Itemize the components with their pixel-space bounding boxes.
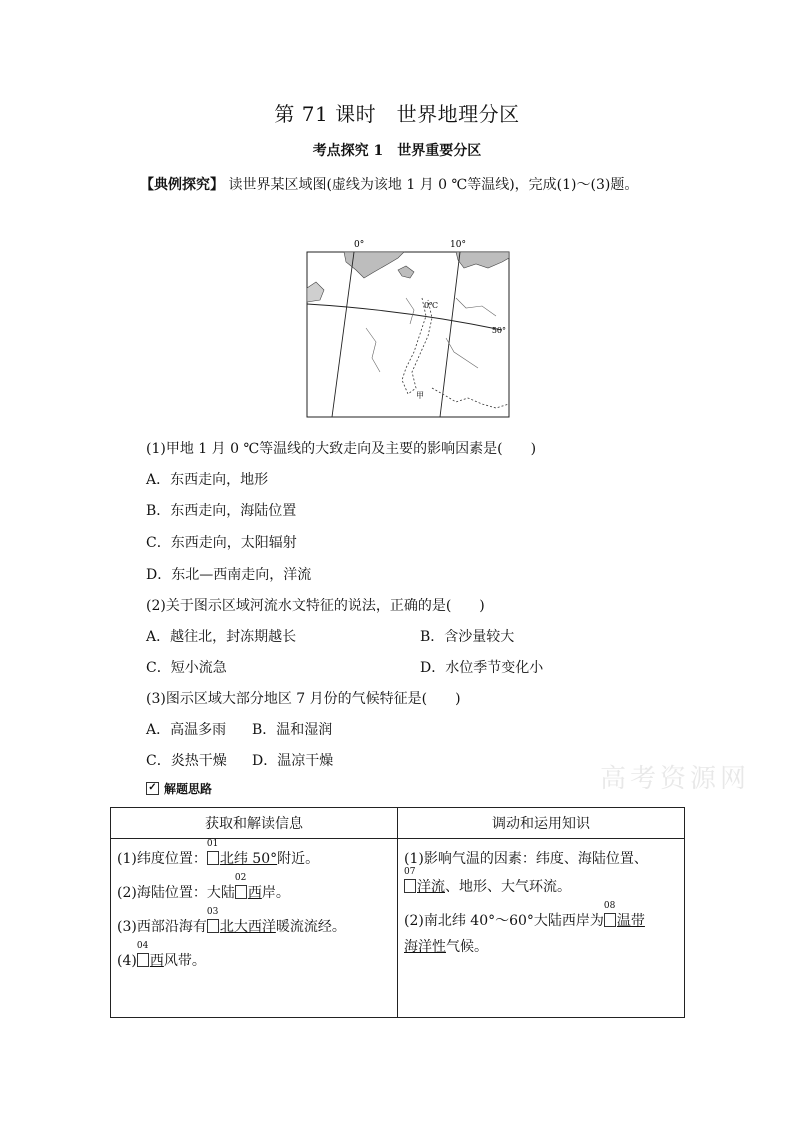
info-line-2 xyxy=(117,873,391,903)
info-line-text: (2)海陆位置：大陆 xyxy=(117,885,235,901)
info-line-text: (1)纬度位置： xyxy=(117,851,207,867)
answer-text: 北纬 50° xyxy=(219,851,278,867)
info-line-text: 暖流流经。 xyxy=(275,919,346,935)
region-map xyxy=(306,238,510,418)
info-line-4 xyxy=(117,941,391,971)
blank-box xyxy=(137,953,149,967)
blank-box xyxy=(235,885,247,899)
knowledge-line-2 xyxy=(404,867,678,897)
q1-option-d: D．东北—西南走向，洋流 xyxy=(146,567,312,583)
answer-blank xyxy=(206,907,220,937)
knowledge-line-3 xyxy=(404,901,678,931)
blank-box xyxy=(207,851,219,865)
q2-option-d: D．水位季节变化小 xyxy=(420,660,544,676)
checkbox-icon: ✓ xyxy=(146,782,159,795)
info-line-text: 附近。 xyxy=(277,851,320,867)
answer-text: 洋流 xyxy=(417,879,445,895)
answer-blank xyxy=(206,839,220,869)
knowledge-line-1: (1)影响气温的因素：纬度、海陆位置、 xyxy=(404,851,648,867)
info-line-1 xyxy=(117,839,391,869)
info-line-text: (3)西部沿海有 xyxy=(117,919,207,935)
place-label: 甲 xyxy=(416,391,424,400)
info-line-text: 、地形、大气环流。 xyxy=(445,879,571,895)
blank-number: 02 xyxy=(234,873,247,883)
q3-option-c: C．炎热干燥 xyxy=(146,753,227,769)
blank-number: 01 xyxy=(206,839,219,849)
info-line-text: 岸。 xyxy=(261,885,290,901)
answer-text: 西 xyxy=(247,885,262,901)
lat-label-50: 50° xyxy=(491,326,506,335)
info-line-text: (4) xyxy=(117,953,137,969)
intro-paragraph xyxy=(112,170,696,201)
table-header-left: 获取和解读信息 xyxy=(111,808,398,839)
table-header-right: 调动和运用知识 xyxy=(398,808,685,839)
blank-number: 03 xyxy=(206,907,219,917)
q3-option-a: A．高温多雨 xyxy=(146,722,227,738)
blank-number: 08 xyxy=(603,901,616,911)
q3-option-d: D．温凉干燥 xyxy=(252,753,334,769)
answer-blank xyxy=(404,867,417,897)
lon-label-10: 10° xyxy=(450,240,466,250)
hint-label: 解题思路 xyxy=(164,782,213,796)
answer-text: 西 xyxy=(149,953,164,969)
q1-option-a: A．东西走向，地形 xyxy=(146,472,269,488)
question-2-stem: (2)关于图示区域河流水文特征的说法，正确的是( ) xyxy=(146,598,485,614)
q2-option-a: A．越往北，封冻期越长 xyxy=(146,629,297,645)
section-subtitle: 考点探究 1 世界重要分区 xyxy=(312,143,482,159)
q2-option-c: C．短小流急 xyxy=(146,660,227,676)
hint-header xyxy=(146,780,212,797)
analysis-table xyxy=(110,807,685,1018)
info-line-3 xyxy=(117,907,391,937)
intro-tag: 【典例探究】 xyxy=(140,177,224,193)
question-1-stem: (1)甲地 1 月 0 ℃等温线的大致走向及主要的影响因素是( ) xyxy=(146,441,537,457)
blank-box xyxy=(404,879,416,893)
q3-option-b: B．温和湿润 xyxy=(252,722,333,738)
q2-option-b: B．含沙量较大 xyxy=(420,629,515,645)
blank-box xyxy=(604,913,616,927)
info-line-text: (2)南北纬 40°～60°大陆西岸为 xyxy=(404,913,604,929)
answer-blank xyxy=(234,873,248,903)
table-cell-left xyxy=(111,839,398,1018)
blank-number: 07 xyxy=(404,867,416,877)
isotherm-label: 0℃ xyxy=(424,301,439,310)
q1-option-b: B．东西走向，海陆位置 xyxy=(146,503,297,519)
info-line-text: 气候。 xyxy=(446,939,488,955)
blank-box xyxy=(207,919,219,933)
answer-text: 海洋性 xyxy=(404,939,446,955)
answer-text: 温带 xyxy=(616,913,645,929)
blank-number: 04 xyxy=(136,941,149,951)
answer-blank xyxy=(603,901,617,931)
info-line-text: 风带。 xyxy=(163,953,206,969)
watermark: 高考资源网 xyxy=(600,764,751,794)
page-title: 第 71 课时 世界地理分区 xyxy=(274,102,520,126)
answer-text: 北大西洋 xyxy=(219,919,276,935)
lon-label-0: 0° xyxy=(354,240,365,250)
answer-blank xyxy=(136,941,150,971)
table-cell-right xyxy=(398,839,685,1018)
question-3-stem: (3)图示区域大部分地区 7 月份的气候特征是( ) xyxy=(146,691,461,707)
intro-text: 读世界某区域图(虚线为该地 1 月 0 ℃等温线)，完成(1)～(3)题。 xyxy=(228,177,639,193)
knowledge-line-4 xyxy=(404,937,678,957)
q1-option-c: C．东西走向，太阳辐射 xyxy=(146,535,297,551)
